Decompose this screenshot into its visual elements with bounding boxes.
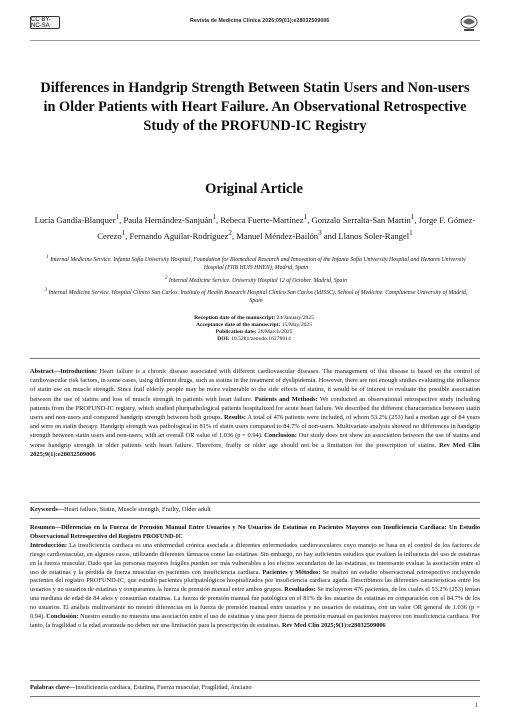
author: Lucía Gandía-Blanquer bbox=[34, 214, 116, 225]
author: Jorge F. Gómez-Cerezo bbox=[97, 214, 476, 241]
author: Fernando Aguilar-Rodríguez bbox=[129, 230, 229, 241]
affiliation: $^3$ Internal Medicine Service. Hospital Clínico San Carlos. Instituto of Health Research Hospital Clínico San Carlos (IdISSC). School of Medicine. Complutense University of Madrid, Spain bbox=[44, 288, 468, 305]
author: Llanos Soler-Rangel bbox=[338, 230, 410, 241]
affiliation: $^2$ Internal Medicine Service. University Hospital 12 of October. Madrid, Spain bbox=[165, 275, 347, 284]
page-number: 1 bbox=[475, 703, 478, 709]
doi-link[interactable]: 10.5281/zenodo.16278014 bbox=[231, 336, 291, 342]
palabras-clave: Palabras clave—Insuficiencia cardiaca, Estatina, Fuerza muscular, Fragilidad, Anciano bbox=[30, 684, 252, 691]
section-rule bbox=[30, 502, 480, 503]
section-rule bbox=[30, 518, 480, 519]
author-list: Lucía Gandía-Blanquer$^1$, Paula Hernández-Sanjuán$^1$, Rebeca Fuerte-Martínez$^1$, Gonzalo Serralta-San Martin$^1$, Jorge F. Gómez-Cerezo$^1$, Fernando Aguilar-Rodríguez$^2$, Manuel Méndez-Bailón$^3$ and Llanos Soler-Rangel$^1$ bbox=[34, 213, 476, 241]
journal-citation: Revista de Medicina Clínica 2025;09(01):e28032509006 bbox=[190, 18, 330, 24]
page-header bbox=[30, 12, 480, 42]
abstract: Abstract—Introduction: Heart failure is a chronic disease associated with different cardiovascular diseases. The management of this disease is based on the control of cardiovascular risk factors, in some cases, using different drugs, such as statins in the treatment of dyslipidemia. However, there are not enough studies evaluating the influence of statin use on muscle strength. Since frail elderly people may be more vulnerable to the side effects of statins, it would be of interest to evaluate the possible association between the use of statins and loss of muscle strength in patients with heart failure. Patients and Methods: We conducted an observational retrospective study including patients from the PROFUND-IC registry, which studied pluripathological patients hospitalized for acute heart failure. We described the different characteristics between statin users and non-users and compared handgrip strength between both groups. Results: A total of 476 patients were included, of whom 53.2% (253) had a median age of 84 years and were on statin therapy. Handgrip strength was pathological in 81% of statin users compared to 84.7% of non-users. Multivariate analysis showed no differences in handgrip strength between statin users and non-users, with an overall OR value of 1.036 (p = 0.94). Conclusion: Our study does not show an association between the use of statins and worse handgrip strength in older patients with heart failure. Therefore, frailty or older age should not be a limitation for the prescription of statins. Rev Med Clin 2025;9(1):e28032509006 bbox=[30, 368, 480, 458]
resumen: Resumen—Diferencias en la Fuerza de Prensión Manual Entre Usuarios y No Usuarios de Estatinas en Pacientes Mayores con Insuficiencia Cardiaca: Un Estudio Observacional Retrospectivo del Registro PROFUND-IC Introducción: La insuficiencia cardiaca es una enfermedad crónica asociada a diferentes enfermedades cardiovasculares cuyo manejo se basa en el control de los factores de riesgo cardiovascular, en algunos casos, utilizando diferentes fármacos como las estatinas. Sin embargo, no hay suficientes estudios que evalúen la influencia del uso de estatinas en la fuerza muscular. Dado que las personas mayores frágiles pueden ser más vulnerables a los efectos secundarios de las estatinas, es interesante evaluar la asociación entre el uso de estatinas y la pérdida de fuerza muscular en pacientes con insuficiencia cardiaca. Pacientes y Métodos: Se realizó un estudio observacional retrospectivo incluyendo pacientes del registro PROFUND-IC, que estudió pacientes pluripatológicos hospitalizados por insuficiencia cardiaca aguda. Describimos las diferentes características entre los usuarios y no usuarios de estatinas y comparamos la fuerza de prensión manual entre ambos grupos. Resultados: Se incluyeron 476 pacientes, de los cuales el 53.2% (253) tenían una mediana de edad de 84 años y consumían estatinas. La fuerza de prensión manual fue patológica en el 81% de los usuarios de estatinas en comparación con el 84.7% de los no usuarios. El análisis multivariante no mostró diferencias en la fuerza de prensión manual entre usuarios y no usuarios de estatinas, con un valor OR general de 1.036 (p = 0.94). Conclusión: Nuestro estudio no muestra una asociación entre el uso de estatinas y una peor fuerza de prensión manual en pacientes mayores con insuficiencia cardiaca. Por tanto, la fragilidad o la edad avanzada no deben ser una limitación para la prescripción de estatinas. Rev Med Clin 2025;9(1):e28032509006 bbox=[30, 524, 481, 629]
keywords: Keywords—Heart failure, Statin, Muscle strength, Frailty, Older adult bbox=[30, 506, 211, 513]
abstract-label: Abstract—Introduction: bbox=[30, 368, 97, 375]
affiliation-list bbox=[38, 254, 474, 308]
author: Manuel Méndez-Bailón bbox=[236, 230, 319, 241]
author: Gonzalo Serralta-San Martin bbox=[311, 214, 411, 225]
journal-logo-icon bbox=[458, 12, 480, 34]
section-rule bbox=[30, 680, 480, 681]
paper-title: Differences in Handgrip Strength Between Statin Users and Non-users in Older Patients with Heart Failure. An Observational Retrospective Study of the PROFUND-IC Registry bbox=[40, 80, 470, 134]
affiliation: $^1$ Internal Medicine Service. Infanta Sofía University Hospital, Foundation for Biomedical Research and Innovation of the Infanta Sofía University Hospital and Henares University Hospital (FIIB HUIS HHEN), Madrid, Spain bbox=[46, 255, 466, 272]
license-badge[interactable]: CC BY-NC-SA bbox=[30, 16, 60, 29]
resumen-heading: Resumen—Diferencias en la Fuerza de Prensión Manual Entre Usuarios y No Usuarios de Estatinas en Pacientes Mayores con Insuficiencia Cardiaca: Un Estudio Observacional Retrospectivo del Registro PROFUND-IC bbox=[30, 524, 480, 540]
section-rule bbox=[30, 696, 480, 697]
article-type: Original Article bbox=[205, 181, 303, 197]
author: Paula Hernández-Sanjuán bbox=[123, 214, 213, 225]
header-rule bbox=[30, 40, 480, 41]
section-rule bbox=[30, 358, 480, 359]
manuscript-dates: Reception date of the manuscript: 24/January/2025 Acceptance date of the manuscript: 15/May/2025 Publication date: 28/March/2025 DOI: 10.5281/zenodo.16278014 bbox=[194, 315, 314, 342]
author: Rebeca Fuerte-Martínez bbox=[220, 214, 304, 225]
